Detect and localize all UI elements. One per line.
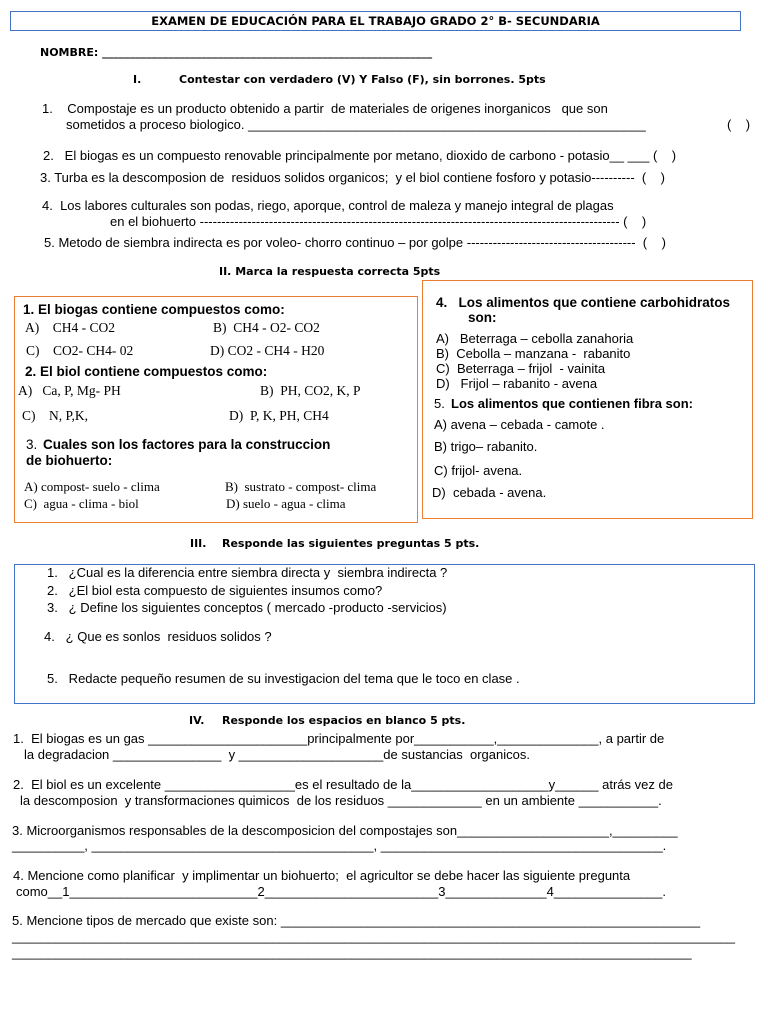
mc-q4-line2: son: [468,310,497,325]
exam-title: EXAMEN DE EDUCACIÓN PARA EL TRABAJO GRADO 2° B- SECUNDARIA [151,14,600,28]
mc-q5-option-a: A) avena – cebada - camote . [434,417,605,432]
open-question-4: 4. ¿ Que es sonlos residuos solidos ? [44,629,272,644]
mc-q2-option-d: D) P, K, PH, CH4 [229,408,329,423]
section3-heading: Responde las siguientes preguntas 5 pts. [222,537,480,550]
name-field: NOMBRE: ____________________________________________________________ [40,46,433,59]
mc-q4-line1: 4. Los alimentos que contiene carbohidratos [436,295,731,310]
fill-q5-line1: 5. Mencione tipos de mercado que existe son: __________________________________________________________ [12,913,701,928]
tf-q2: 2. El biogas es un compuesto renovable principalmente por metano, dioxido de carbono - potasio__ ___ ( ) [43,148,677,163]
tf-q1-line1: 1. Compostaje es un producto obtenido a partir de materiales de origenes inorganicos que son [42,101,608,116]
mc-q1-option-d: D) CO2 - CH4 - H20 [210,343,325,358]
tf-q4-line2: en el biohuerto ------------------------------------------------------------------------------------------------- ( ) [110,214,647,229]
tf-q3: 3. Turba es la descomposion de residuos solidos organicos; y el biol contiene fosforo y potasio---------- ( ) [40,170,665,185]
mc-q2-option-b: B) PH, CO2, K, P [260,383,361,398]
mc-q2-option-c: C) N, P,K, [22,408,89,423]
fill-q3-line2: __________, _______________________________________, _______________________________________. [12,838,667,853]
mc-q5-option-c: C) frijol- avena. [434,463,523,478]
fill-q4-line1: 4. Mencione como planificar y implimentar un biohuerto; el agricultor se debe hacer las siguiente pregunta [13,868,631,883]
fill-q5-line3: ______________________________________________________________________________________________ [12,945,692,960]
fill-q2-line2: la descomposion y transformaciones quimicos de los residuos _____________ en un ambiente ___________. [20,793,662,808]
open-question-5: 5. Redacte pequeño resumen de su investigacion del tema que le toco en clase . [47,671,520,686]
mc-q3-option-c: C) agua - clima - biol [24,496,139,511]
mc-q4-option-b: B) Cebolla – manzana - rabanito [436,346,631,361]
section3-numeral: III. [190,537,207,550]
open-question-3: 3. ¿ Define los siguientes conceptos ( mercado -producto -servicios) [47,600,447,615]
fill-q4-line2: como__1__________________________2________________________3______________4_______________. [16,884,666,899]
fill-q1-line2: la degradacion _______________ y ____________________de sustancias organicos. [24,747,530,762]
mc-q4-option-d: D) Frijol – rabanito - avena [436,376,598,391]
tf-q5: 5. Metodo de siembra indirecta es por voleo- chorro continuo – por golpe --------------------------------------- ( ) [44,235,666,250]
mc-q4-option-c: C) Beterraga – frijol - vainita [436,361,606,376]
tf-q1-line2: sometidos a proceso biologico. _______________________________________________________ [66,117,646,132]
mc-q1-option-b: B) CH4 - O2- CO2 [213,320,320,335]
fill-q1-line1: 1. El biogas es un gas ______________________principalmente por___________,______________, a partir de [13,731,665,746]
mc-q2: 2. El biol contiene compuestos como: [25,364,268,379]
mc-q5-option-b: B) trigo– rabanito. [434,439,538,454]
section4-numeral: IV. [189,714,205,727]
mc-q5-option-d: D) cebada - avena. [432,485,547,500]
fill-q5-line2: ____________________________________________________________________________________________________ [12,929,735,944]
open-question-2: 2. ¿El biol esta compuesto de siguientes insumos como? [47,583,383,598]
mc-q3-line1: Cuales son los factores para la construccion [43,437,331,452]
fill-q3-line1: 3. Microorganismos responsables de la descomposicion del compostajes son_____________________,_________ [12,823,678,838]
mc-q3-option-a: A) compost- suelo - clima [24,479,160,494]
mc-q3-option-d: D) suelo - agua - clima [226,496,346,511]
title-box [10,11,741,31]
section2-heading: II. Marca la respuesta correcta 5pts [219,265,441,278]
fill-q2-line1: 2. El biol es un excelente __________________es el resultado de la___________________y______ atrás vez de [13,777,673,792]
mc-q1-option-a: A) CH4 - CO2 [25,320,115,335]
mc-q4-option-a: A) Beterraga – cebolla zanahoria [436,331,634,346]
section4-heading: Responde los espacios en blanco 5 pts. [222,714,466,727]
mc-q1-option-c: C) CO2- CH4- 02 [26,343,134,358]
tf-q4-line1: 4. Los labores culturales son podas, riego, aporque, control de maleza y manejo integral de plagas [42,198,614,213]
mc-q3-line2: de biohuerto: [26,453,113,468]
mc-q1: 1. El biogas contiene compuestos como: [23,302,285,317]
mc-q3-option-b: B) sustrato - compost- clima [225,479,377,494]
mc-q5: Los alimentos que contienen fibra son: [451,396,693,411]
section1-heading: Contestar con verdadero (V) Y Falso (F), sin borrones. 5pts [179,73,546,86]
mc-q5-number: 5. [434,396,449,411]
open-question-1: 1. ¿Cual es la diferencia entre siembra directa y siembra indirecta ? [47,565,448,580]
mc-q3-number: 3. [26,437,42,452]
section1-numeral: I. [133,73,142,86]
mc-q2-option-a: A) Ca, P, Mg- PH [18,383,121,398]
tf-q1-answer: ( ) [727,117,751,132]
